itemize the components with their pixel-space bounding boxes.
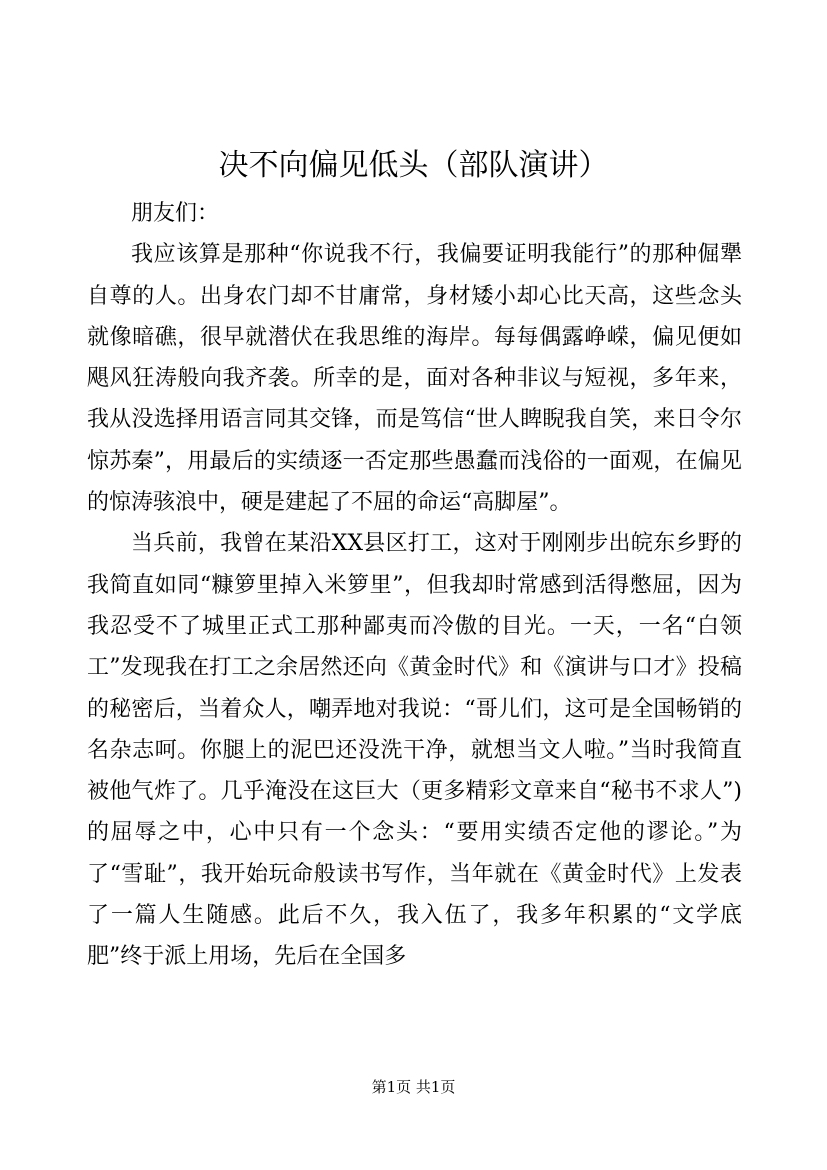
document-title: 决不向偏见低头（部队演讲）	[218, 148, 609, 183]
page-number: 第1页 共1页	[371, 1078, 456, 1096]
paragraph: 我应该算是那种“你说我不行，我偏要证明我能行”的那种倔犟自尊的人。出身农门却不甘庸常，身材矮小却心比天高，这些念头就像暗礁，很早就潜伏在我思维的海岸。每每偶露峥嵘，偏见便如飓风狂涛般向我齐袭。所幸的是，面对各种非议与短视，多年来，我从没选择用语言同其交锋，而是笃信“世人睥睨我自笑，来日令尔惊苏秦”，用最后的实绩逐一否定那些愚蠢而浅俗的一面观，在偏见的惊涛骇浪中，硬是建起了不屈的命运“高脚屋”。	[87, 242, 742, 516]
document-body	[87, 193, 742, 978]
paragraph: 当兵前，我曾在某沿XX县区打工，这对于刚刚步出皖东乡野的我简直如同“糠箩里掉入米箩里”，但我却时常感到活得憋屈，因为我忍受不了城里正式工那种鄙夷而冷傲的目光。一天，一名“白领工”发现我在打工之余居然还向《黄金时代》和《演讲与口才》投稿的秘密后，当着众人，嘲弄地对我说：“哥儿们，这可是全国畅销的名杂志呵。你腿上的泥巴还没洗干净，就想当文人啦。”当时我简直被他气炸了。几乎淹没在这巨大（更多精彩文章来自“秘书不求人”)的屈辱之中，心中只有一个念头：“要用实绩否定他的谬论。”为了“雪耻”，我开始玩命般读书写作，当年就在《黄金时代》上发表了一篇人生随感。此后不久，我入伍了，我多年积累的“文学底肥”终于派上用场，先后在全国多	[87, 531, 742, 970]
greeting: 朋友们：	[131, 201, 220, 226]
